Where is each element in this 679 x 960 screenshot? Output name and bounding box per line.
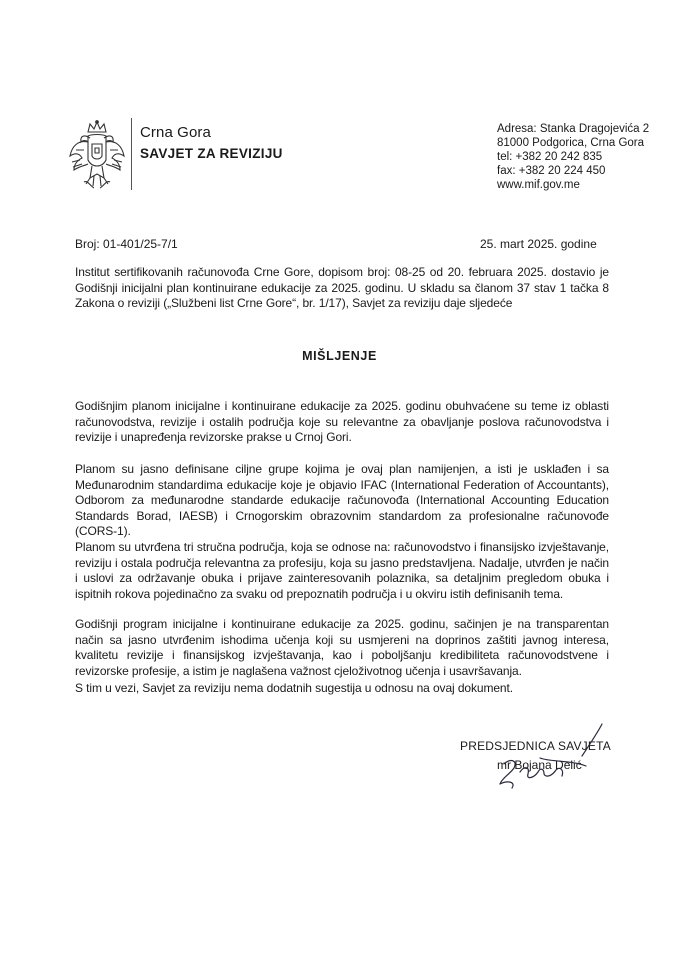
contact-website[interactable]: www.mif.gov.me [497,179,580,191]
contact-fax: fax: +382 20 224 450 [497,165,606,177]
body-paragraph: Godišnji program inicijalne i kontinuirane edukacije za 2025. godinu, sačinjen je na transparentan način sa jasno utvrđenim ishodima učenja koji su usmjereni na doprinos zaštiti javnog interesa, kvalitetu revizije i finansijskog izvještavanja, kao i poboljšanju kredibiliteta računovodstvene i revizorske profesije, a istim je naglašena važnost cjeloživotnog učenja i usavršavanja. [75,617,609,678]
country-name: Crna Gora [140,124,211,141]
contact-city: 81000 Podgorica, Crna Gora [497,137,645,149]
institution-name: SAVJET ZA REVIZIJU [140,146,283,161]
body-paragraph: Planom su utvrđena tri stručna područja, koja se odnose na: računovodstvo i finansijsko izvještavanje, reviziju i ostala područja relevantna za profesiju, koja su jasno predstavljena. Nadalje, utvrđen je način i uslovi za održavanje obuka i prijave zainteresovanih polaznika, sa detaljnim pregledom obuka i ispitnih rokova pojedinačno za svaku od prepoznatih područja i u okviru istih definisanih tema. [75,540,609,601]
intro-paragraph: Institut sertifikovanih računovođa Crne Gore, dopisom broj: 08-25 od 20. februara 2025. dostavio je Godišnji inicijalni plan kontinuirane edukacije za 2025. godinu. U skladu sa članom 37 stav 1 tačka 8 Zakona o reviziji („Službeni list Crne Gore“, br. 1/17), Savjet za reviziju daje sljedeće [75,265,609,310]
header-divider [131,118,132,190]
document-title: MIŠLJENJE [302,349,377,363]
contact-block [497,122,649,192]
reference-number: Broj: 01-401/25-7/1 [75,237,178,251]
signatory-role: PREDSJEDNICA SAVJETA [460,739,611,753]
signatory-name: mr Bojana Delić [497,758,582,772]
contact-phone: tel: +382 20 242 835 [497,151,603,163]
body-paragraph: Planom su jasno definisane ciljne grupe kojima je ovaj plan namijenjen, a isti je usklađen i sa Međunarodnim standardima edukacije koje je objavio IFAC (International Federation of Accountants), Odborom za međunarodne standarde edukacije računovođa (International Accounting Education Standards Borad, IAESB) i Crnogorskim obrazovnim standardom za profesionalne računovođe (CORS-1). [75,462,609,538]
contact-address: Adresa: Stanka Dragojevića 2 [497,123,650,135]
closing-paragraph: S tim u vezi, Savjet za reviziju nema dodatnih sugestija u odnosu na ovaj dokument. [75,681,513,695]
coat-of-arms-icon [68,120,126,192]
body-paragraph: Godišnjim planom inicijalne i kontinuirane edukacije za 2025. godinu obuhvaćene su teme iz oblasti računovodstva, revizije i ostalih područja koje su relevantne za obavljanje poslova računovodstva i revizije i unapređenja revizorske prakse u Crnoj Gori. [75,399,609,444]
handwritten-signature [490,722,610,792]
document-date: 25. mart 2025. godine [480,237,597,251]
